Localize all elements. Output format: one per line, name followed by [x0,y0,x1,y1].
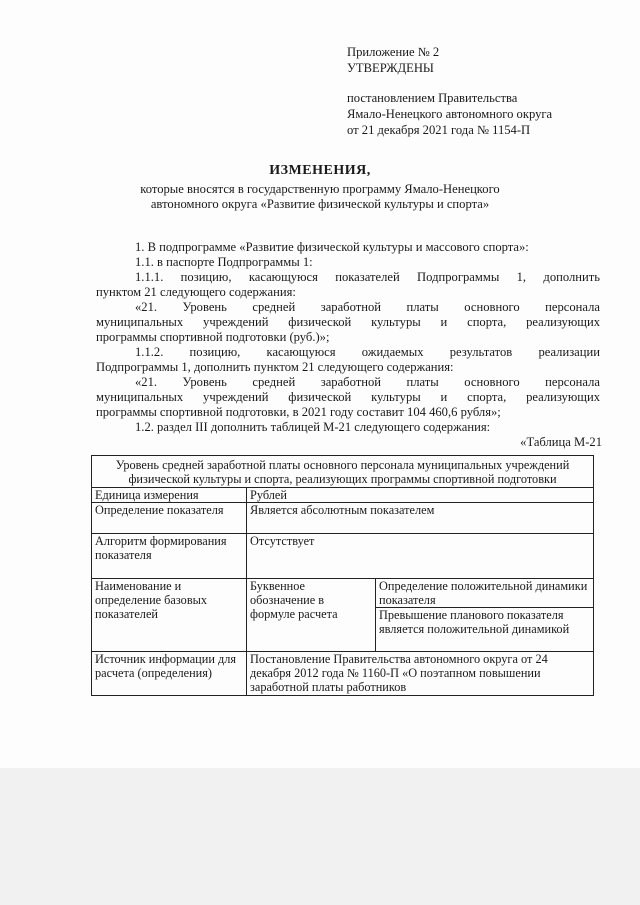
paragraph-1-1-1-line-1: 1.1.1. позицию, касающуюся показателей Подпрограммы 1, дополнить [135,270,600,284]
letter-notation-cell: Буквенное обозначение в формуле расчета [247,579,376,652]
table-row-definition [92,503,594,534]
definition-label-cell: Определение показателя [92,503,247,534]
paragraph-quote-2-line-3: программы спортивной подготовки, в 2021 году составит 104 460,6 рубля»; [96,405,501,419]
decree-line-1: постановлением Правительства [347,91,518,105]
page-bottom-background [0,768,640,905]
base-indicators-label-cell: Наименование и определение базовых показателей [92,579,247,652]
paragraph-1-1-2-line-1: 1.1.2. позицию, касающуюся ожидаемых результатов реализации [135,345,600,359]
decree-line-2: Ямало-Ненецкого автономного округа [347,107,553,121]
table-heading-row [92,456,594,488]
table-row-unit [92,488,594,503]
source-label-cell: Источник информации для расчета (определения) [92,652,247,696]
table-row-source [92,652,594,696]
dynamics-label-cell: Определение положительной динамики показателя [376,579,594,608]
paragraph-1: 1. В подпрограмме «Развитие физической культуры и массового спорта»: [135,240,529,254]
paragraph-1-1: 1.1. в паспорте Подпрограммы 1: [135,255,313,269]
algorithm-label-cell: Алгоритм формирования показателя [92,534,247,579]
paragraph-quote-1-line-1: «21. Уровень средней заработной платы основного персонала [135,300,600,314]
paragraph-1-1-1-line-2: пунктом 21 следующего содержания: [96,285,296,299]
paragraph-quote-1-line-2: муниципальных учреждений физической культуры и спорта, реализующих [96,315,600,329]
paragraph-quote-2-line-1: «21. Уровень средней заработной платы основного персонала [135,375,600,389]
source-value-cell: Постановление Правительства автономного округа от 24 декабря 2012 года № 1160-П «О поэтапном повышении заработной платы работников [247,652,594,696]
unit-label-cell: Единица измерения [92,488,247,503]
algorithm-value-cell: Отсутствует [247,534,594,579]
table-reference: «Таблица М-21 [520,435,602,449]
paragraph-quote-1-line-3: программы спортивной подготовки (руб.)»; [96,330,330,344]
paragraph-quote-2-line-2: муниципальных учреждений физической культуры и спорта, реализующих [96,390,600,404]
indicator-table [91,455,594,696]
table-row-base-indicators [92,579,594,608]
approved-label: УТВЕРЖДЕНЫ [347,61,434,75]
table-row-algorithm [92,534,594,579]
document-subtitle-line-1: которые вносятся в государственную программу Ямало-Ненецкого [140,182,500,196]
table-heading: Уровень средней заработной платы основного персонала муниципальных учреждений физической культуры и спорта, реализующих программы спортивной подготовки [92,456,594,488]
definition-value-cell: Является абсолютным показателем [247,503,594,534]
paragraph-1-1-2-line-2: Подпрограммы 1, дополнить пунктом 21 следующего содержания: [96,360,454,374]
decree-line-3: от 21 декабря 2021 года № 1154-П [347,123,531,137]
paragraph-1-2: 1.2. раздел III дополнить таблицей М-21 следующего содержания: [135,420,491,434]
appendix-number: Приложение № 2 [347,45,440,59]
dynamics-value-cell: Превышение планового показателя является положительной динамикой [376,608,594,652]
document-title: ИЗМЕНЕНИЯ, [269,163,371,178]
document-subtitle-line-2: автономного округа «Развитие физической культуры и спорта» [150,197,490,211]
unit-value-cell: Рублей [247,488,594,503]
